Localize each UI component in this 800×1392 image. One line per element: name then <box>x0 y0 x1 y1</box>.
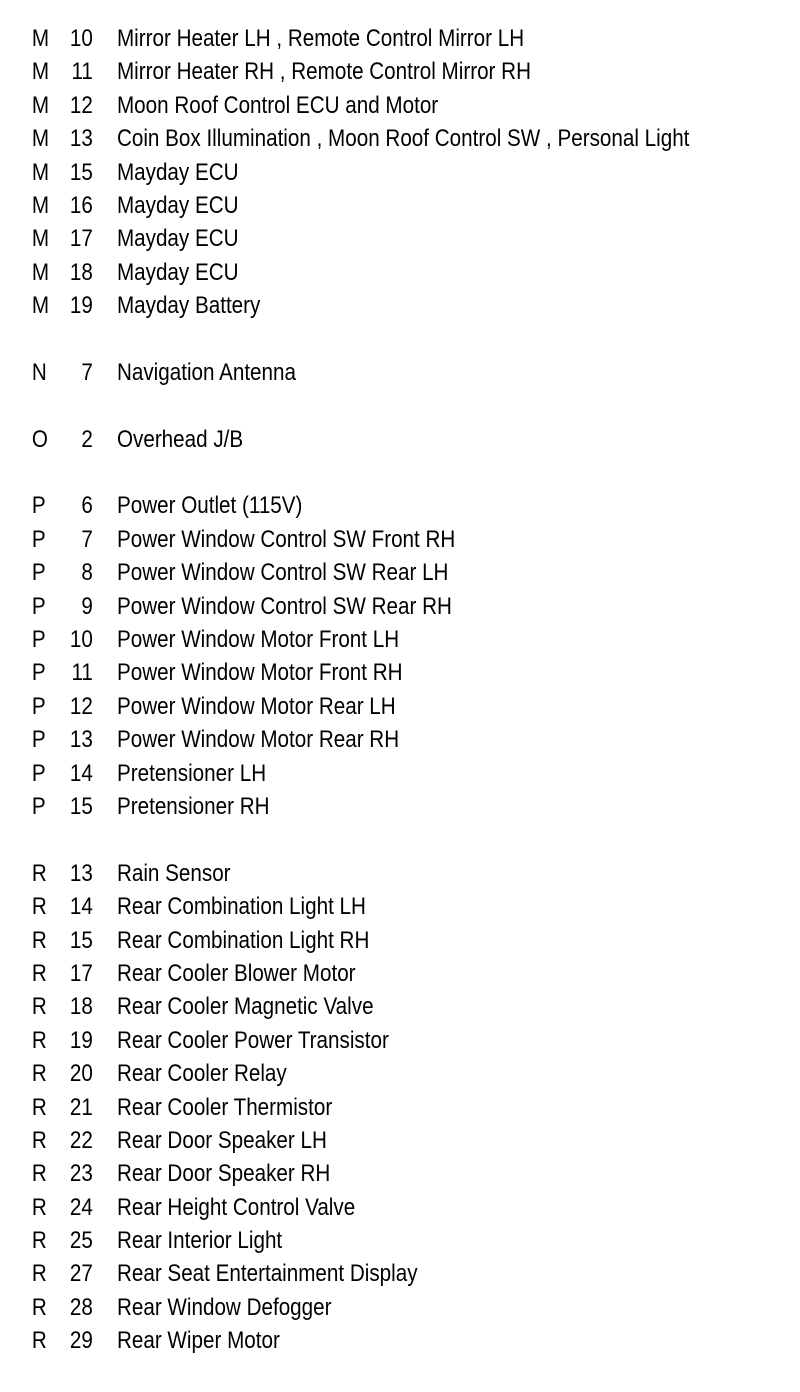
connector-code: P <box>31 492 46 520</box>
connector-row <box>0 1257 688 1290</box>
connector-code: P <box>31 559 46 587</box>
connector-number: 7 <box>81 525 93 553</box>
connector-row <box>0 723 688 756</box>
connector-number: 18 <box>69 258 93 286</box>
connector-row <box>0 1124 688 1157</box>
group-spacer <box>0 389 688 422</box>
connector-number: 12 <box>69 91 93 119</box>
connector-row <box>0 790 688 823</box>
connector-description: Rear Interior Light <box>116 1227 283 1255</box>
connector-row <box>0 356 688 389</box>
connector-row <box>0 289 688 322</box>
connector-number: 14 <box>69 893 93 921</box>
connector-row <box>0 957 688 990</box>
connector-row <box>0 1024 688 1057</box>
connector-row <box>0 890 688 923</box>
connector-description: Rear Cooler Blower Motor <box>116 959 356 987</box>
connector-number: 17 <box>69 225 93 253</box>
connector-description: Mirror Heater LH , Remote Control Mirror LH <box>116 25 525 52</box>
connector-code: P <box>31 659 46 687</box>
connector-code: P <box>31 525 46 553</box>
connector-description: Rear Cooler Thermistor <box>116 1093 333 1121</box>
connector-description: Navigation Antenna <box>116 358 296 386</box>
connector-number: 25 <box>69 1227 93 1255</box>
group-spacer <box>0 823 688 856</box>
connector-code: M <box>31 58 50 86</box>
connector-row <box>0 489 688 522</box>
connector-description: Mayday ECU <box>116 258 239 286</box>
connector-description: Power Window Motor Front LH <box>116 626 400 654</box>
connector-code: M <box>31 225 50 253</box>
connector-number: 6 <box>81 492 93 520</box>
connector-number: 19 <box>69 292 93 320</box>
connector-description: Mayday ECU <box>116 225 239 253</box>
connector-code: R <box>31 893 47 921</box>
connector-code: M <box>31 292 50 320</box>
connector-code: M <box>31 91 50 119</box>
connector-code: P <box>31 792 46 820</box>
connector-number: 22 <box>69 1126 93 1154</box>
connector-number: 11 <box>71 58 93 86</box>
connector-description: Power Window Control SW Rear RH <box>116 592 452 620</box>
connector-number: 28 <box>69 1293 93 1321</box>
connector-number: 2 <box>81 425 93 453</box>
connector-description: Rear Combination Light LH <box>116 893 366 921</box>
connector-number: 15 <box>69 158 93 186</box>
connector-number: 9 <box>81 592 93 620</box>
connector-code: R <box>31 1126 47 1154</box>
connector-description: Mayday ECU <box>116 158 239 186</box>
connector-row <box>0 1057 688 1090</box>
connector-row <box>0 256 688 289</box>
connector-list <box>0 22 800 1358</box>
connector-description: Mayday ECU <box>116 191 239 219</box>
connector-row <box>0 1324 688 1357</box>
connector-row <box>0 556 688 589</box>
connector-number: 19 <box>69 1026 93 1054</box>
connector-description: Pretensioner RH <box>116 792 270 820</box>
connector-number: 7 <box>81 358 93 386</box>
connector-code: R <box>31 1293 47 1321</box>
connector-description: Overhead J/B <box>116 425 244 453</box>
connector-description: Mayday Battery <box>116 292 261 320</box>
connector-description: Rear Wiper Motor <box>116 1327 280 1355</box>
connector-code: P <box>31 759 46 787</box>
connector-row <box>0 1191 688 1224</box>
connector-description: Power Window Motor Front RH <box>116 659 403 687</box>
connector-row <box>0 623 688 656</box>
connector-row <box>0 857 688 890</box>
connector-row <box>0 1224 688 1257</box>
connector-row <box>0 89 688 122</box>
connector-code: M <box>31 191 50 219</box>
connector-code: P <box>31 726 46 754</box>
connector-number: 13 <box>69 125 93 153</box>
connector-row <box>0 523 688 556</box>
connector-code: M <box>31 258 50 286</box>
connector-description: Mirror Heater RH , Remote Control Mirror RH <box>116 58 531 86</box>
connector-row <box>0 656 688 689</box>
connector-description: Power Window Control SW Front RH <box>116 525 456 553</box>
connector-number: 8 <box>81 559 93 587</box>
connector-row <box>0 1291 688 1324</box>
connector-number: 17 <box>69 959 93 987</box>
connector-code: R <box>31 859 47 887</box>
connector-number: 20 <box>69 1060 93 1088</box>
connector-row <box>0 990 688 1023</box>
connector-description: Rear Cooler Relay <box>116 1060 287 1088</box>
connector-row <box>0 122 688 155</box>
connector-code: P <box>31 692 46 720</box>
connector-number: 11 <box>71 659 93 687</box>
connector-number: 21 <box>69 1093 93 1121</box>
connector-number: 15 <box>69 792 93 820</box>
connector-number: 23 <box>69 1160 93 1188</box>
connector-row <box>0 1157 688 1190</box>
connector-number: 24 <box>69 1193 93 1221</box>
connector-code: O <box>31 425 48 453</box>
connector-description: Rear Door Speaker LH <box>116 1126 327 1154</box>
connector-row <box>0 55 688 88</box>
connector-description: Rear Window Defogger <box>116 1293 332 1321</box>
connector-row <box>0 924 688 957</box>
connector-description: Power Window Motor Rear LH <box>116 692 396 720</box>
connector-code: P <box>31 626 46 654</box>
connector-code: R <box>31 1026 47 1054</box>
connector-code: R <box>31 1060 47 1088</box>
connector-number: 12 <box>69 692 93 720</box>
connector-row <box>0 222 688 255</box>
connector-description: Coin Box Illumination , Moon Roof Control SW , Personal Light <box>116 125 690 153</box>
connector-row <box>0 590 688 623</box>
group-spacer <box>0 456 688 489</box>
connector-code: R <box>31 1227 47 1255</box>
connector-description: Rear Seat Entertainment Display <box>116 1260 418 1288</box>
connector-description: Rear Cooler Magnetic Valve <box>116 993 374 1021</box>
connector-code: N <box>31 358 47 386</box>
connector-number: 13 <box>69 859 93 887</box>
connector-number: 10 <box>69 626 93 654</box>
connector-code: R <box>31 1160 47 1188</box>
connector-code: R <box>31 1327 47 1355</box>
connector-code: R <box>31 1093 47 1121</box>
connector-code: R <box>31 993 47 1021</box>
connector-description: Rain Sensor <box>116 859 231 887</box>
connector-number: 29 <box>69 1327 93 1355</box>
connector-description: Power Window Motor Rear RH <box>116 726 400 754</box>
connector-number: 18 <box>69 993 93 1021</box>
connector-code: R <box>31 1260 47 1288</box>
connector-code: M <box>31 25 50 52</box>
connector-row <box>0 757 688 790</box>
connector-code: P <box>31 592 46 620</box>
connector-row <box>0 156 688 189</box>
group-spacer <box>0 323 688 356</box>
connector-number: 16 <box>69 191 93 219</box>
connector-description: Power Outlet (115V) <box>116 492 303 520</box>
connector-description: Rear Door Speaker RH <box>116 1160 331 1188</box>
connector-code: M <box>31 158 50 186</box>
connector-number: 15 <box>69 926 93 954</box>
connector-description: Moon Roof Control ECU and Motor <box>116 91 439 119</box>
connector-number: 10 <box>69 25 93 52</box>
connector-description: Pretensioner LH <box>116 759 267 787</box>
connector-row <box>0 690 688 723</box>
connector-description: Rear Height Control Valve <box>116 1193 356 1221</box>
connector-description: Rear Combination Light RH <box>116 926 370 954</box>
connector-number: 14 <box>69 759 93 787</box>
connector-row <box>0 1091 688 1124</box>
connector-description: Rear Cooler Power Transistor <box>116 1026 389 1054</box>
connector-code: R <box>31 959 47 987</box>
connector-row <box>0 189 688 222</box>
connector-row <box>0 22 688 55</box>
connector-number: 13 <box>69 726 93 754</box>
connector-number: 27 <box>69 1260 93 1288</box>
connector-code: R <box>31 926 47 954</box>
connector-row <box>0 423 688 456</box>
connector-code: M <box>31 125 50 153</box>
connector-description: Power Window Control SW Rear LH <box>116 559 449 587</box>
connector-code: R <box>31 1193 47 1221</box>
